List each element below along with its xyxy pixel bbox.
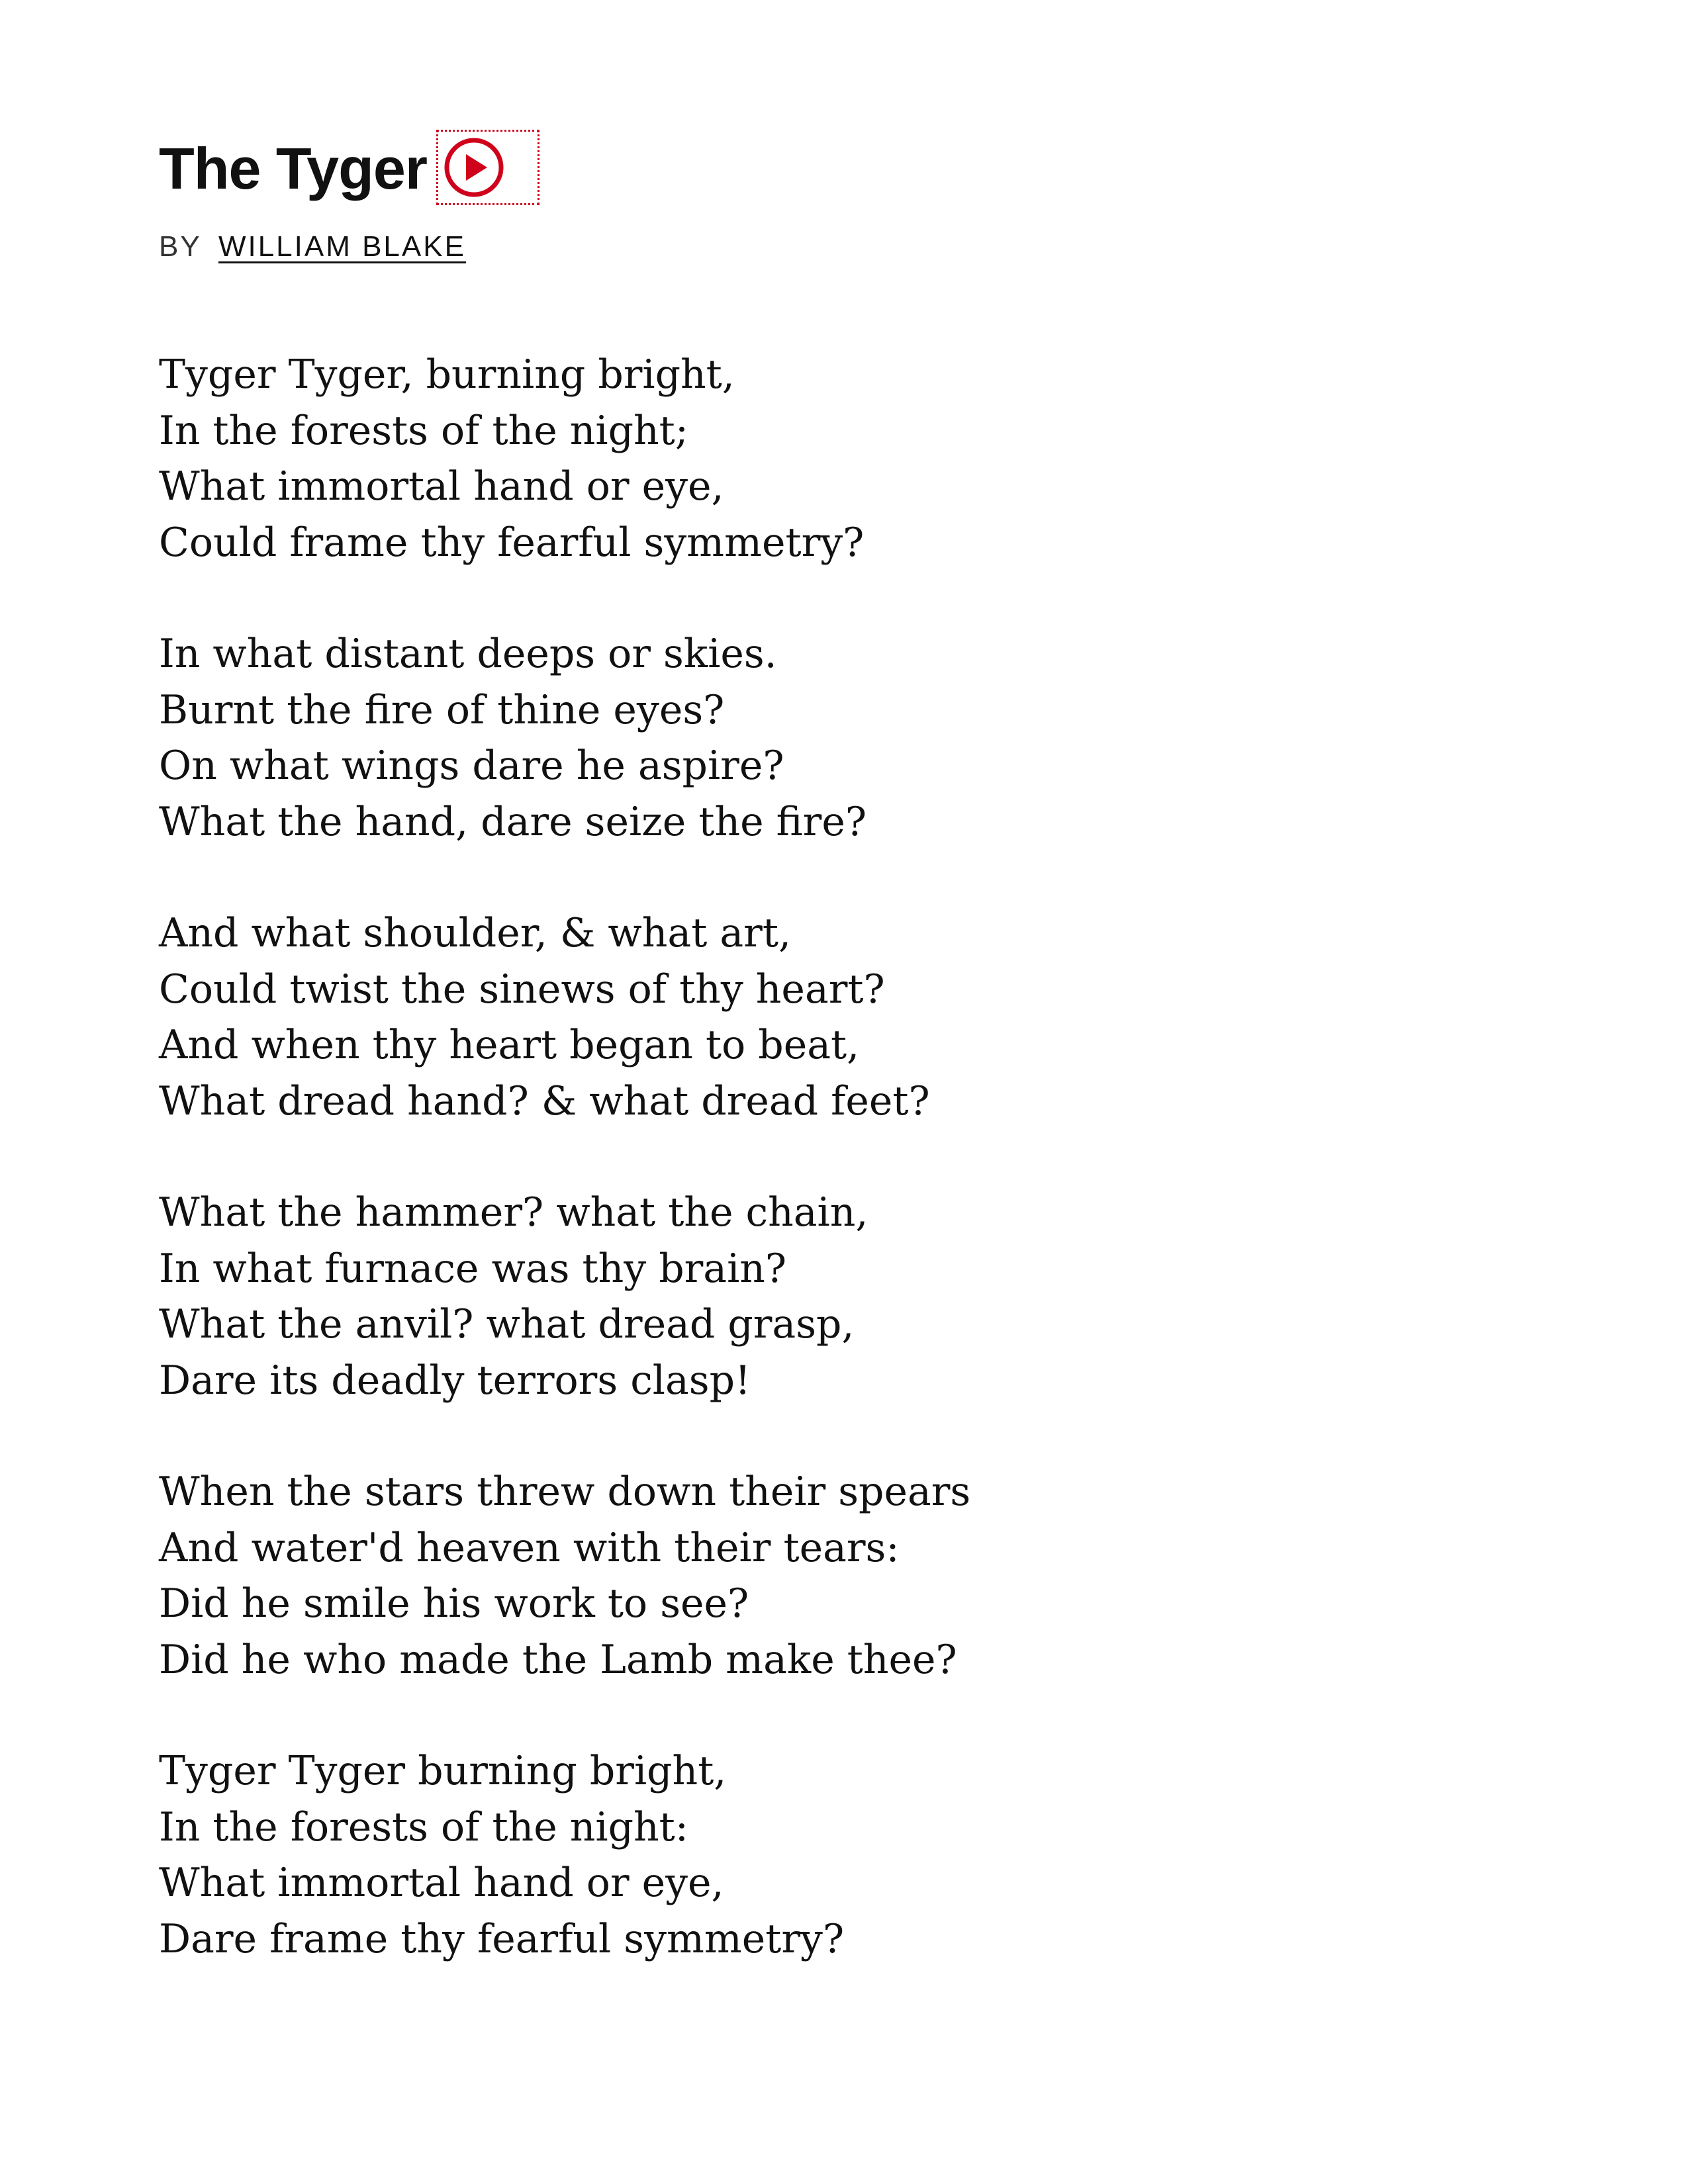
poem-page: [159, 126, 1549, 2023]
stanza: [159, 1464, 1549, 1688]
poem-line: What the anvil? what dread grasp,: [159, 1301, 855, 1347]
poem-line: On what wings dare he aspire?: [159, 743, 784, 789]
byline: [159, 230, 1549, 263]
poem-line: In what distant deeps or skies.: [159, 631, 777, 677]
poem-line: Tyger Tyger, burning bright,: [159, 351, 735, 398]
poem-title: The Tyger: [159, 136, 428, 201]
poem-line: In the forests of the night:: [159, 1803, 688, 1850]
poem-line: What immortal hand or eye,: [159, 463, 724, 510]
poem-line: When the stars threw down their spears: [159, 1469, 971, 1515]
author-link[interactable]: WILLIAM BLAKE: [218, 230, 466, 263]
poem-line: Dare frame thy fearful symmetry?: [159, 1915, 845, 1962]
poem-line: What immortal hand or eye,: [159, 1860, 724, 1906]
poem-line: In what furnace was thy brain?: [159, 1245, 787, 1292]
stanza: [159, 905, 1549, 1129]
by-label: BY: [159, 230, 202, 263]
stanza: [159, 347, 1549, 570]
poem-line: Could twist the sinews of thy heart?: [159, 966, 885, 1013]
stanza: [159, 1743, 1549, 1967]
poem-line: In the forests of the night;: [159, 407, 688, 454]
play-circle-icon: [440, 133, 511, 202]
poem-line: Burnt the fire of thine eyes?: [159, 686, 725, 733]
title-row: [159, 126, 1549, 212]
stanza: [159, 1185, 1549, 1408]
poem-line: And what shoulder, & what art,: [159, 910, 792, 956]
poem-line: Dare its deadly terrors clasp!: [159, 1357, 751, 1404]
poem-body: [159, 347, 1549, 1967]
poem-line: Did he who made the Lamb make thee?: [159, 1636, 957, 1683]
poem-line: And when thy heart began to beat,: [159, 1022, 860, 1068]
play-audio-button[interactable]: [436, 130, 539, 205]
poem-line: Tyger Tyger burning bright,: [159, 1748, 727, 1794]
poem-line: Did he smile his work to see?: [159, 1580, 749, 1627]
stanza: [159, 626, 1549, 850]
poem-line: What dread hand? & what dread feet?: [159, 1077, 930, 1124]
poem-line: Could frame thy fearful symmetry?: [159, 519, 865, 566]
poem-line: What the hammer? what the chain,: [159, 1189, 868, 1236]
poem-line: And water'd heaven with their tears:: [159, 1524, 900, 1571]
poem-line: What the hand, dare seize the fire?: [159, 798, 867, 845]
